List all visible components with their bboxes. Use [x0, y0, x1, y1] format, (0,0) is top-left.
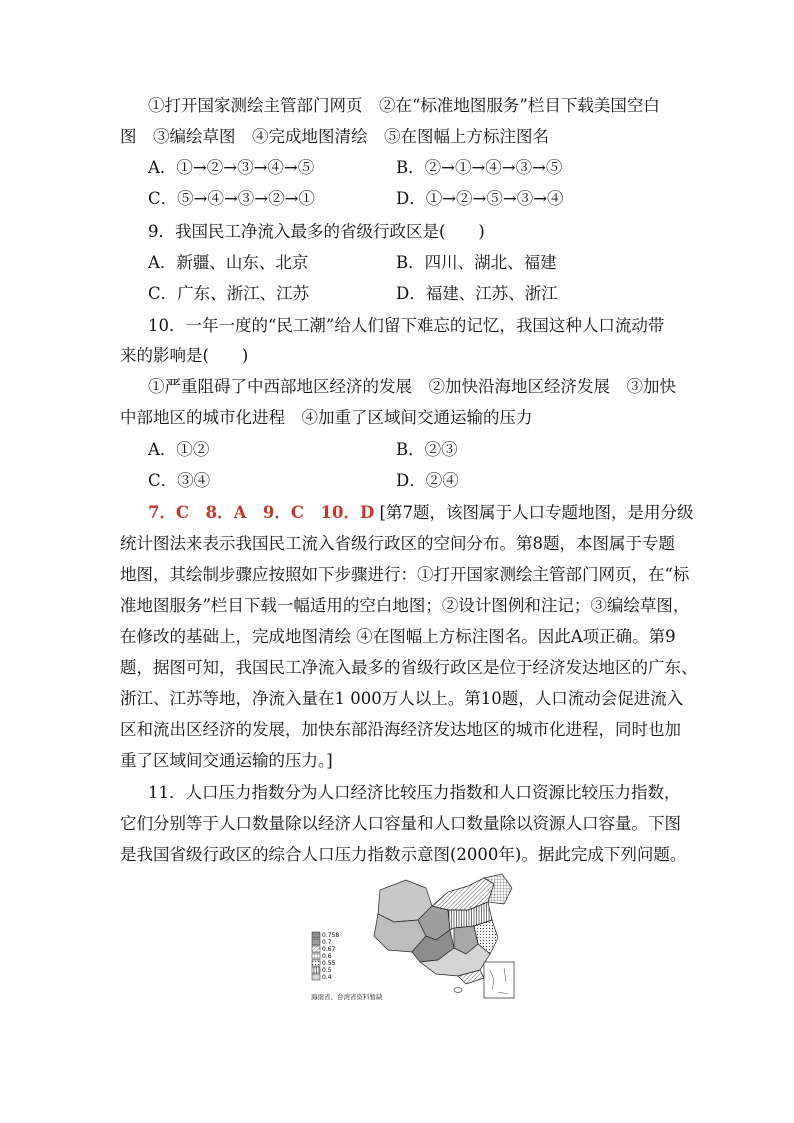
- legend-label-6: 0.5: [322, 967, 332, 974]
- q9-option-c: C．广东、浙江、江苏: [148, 284, 310, 303]
- legend-label-3: 0.67: [322, 946, 336, 953]
- q8-option-b: B．②→①→④→③→⑤: [396, 158, 563, 177]
- answers-line3: 地图，其绘制步骤应按照如下步骤进行：①打开国家测绘主管部门网页，在“标: [120, 565, 690, 584]
- q8-steps-line1: ①打开国家测绘主管部门网页 ②在“标准地图服务”栏目下载美国空白: [148, 96, 660, 115]
- q10-option-a: A．①②: [148, 440, 210, 459]
- q8-option-d: D．①→②→⑤→③→④: [396, 189, 564, 208]
- q11-line2: 它们分别等于人口数量除以经济人口容量和人口数量除以资源人口容量。下图: [120, 814, 681, 833]
- south-china-sea-inset: [484, 962, 514, 998]
- legend-label-4: 0.6: [322, 953, 332, 960]
- answers-line8: 区和流出区经济的发展，加快东部沿海经济发达地区的城市化进程，同时也加: [120, 720, 681, 739]
- legend-label-5: 0.55: [322, 960, 336, 967]
- q10-stem-line1: 10．一年一度的“民工潮”给人们留下难忘的记忆，我国这种人口流动带: [148, 316, 665, 335]
- map-legend: [312, 932, 339, 981]
- legend-label-7: 0.4: [322, 974, 332, 981]
- answer-explanation-start: [第7题，该图属于人口专题地图，是用分级: [379, 503, 694, 522]
- q9-option-d: D．福建、江苏、浙江: [396, 284, 558, 303]
- population-pressure-map: [308, 870, 520, 1002]
- q9-stem: 9．我国民工净流入最多的省级行政区是( ): [148, 222, 485, 241]
- map-note: 海南省、台湾省资料暂缺: [311, 993, 383, 1001]
- q10-items-line1: ①严重阻碍了中西部地区经济的发展 ②加快沿海地区经济发展 ③加快: [148, 377, 676, 396]
- answers-line2: 统计图法来表示我国民工流入省级行政区的空间分布。第8题，本图属于专题: [120, 534, 675, 553]
- answer-key: 7．C 8．A 9．C 10．D: [148, 503, 375, 522]
- answers-line1: [148, 501, 693, 525]
- answers-line6: 题，据图可知，我国民工净流入最多的省级行政区是位于经济发达地区的广东、: [120, 658, 698, 677]
- answers-line9: 重了区域间交通运输的压力。]: [120, 751, 333, 770]
- q10-option-b: B．②③: [396, 440, 458, 459]
- q9-option-b: B．四川、湖北、福建: [396, 253, 557, 272]
- q8-option-a: A．①→②→③→④→⑤: [148, 158, 315, 177]
- q8-steps-line2: 图 ③编绘草图 ④完成地图清绘 ⑤在图幅上方标注图名: [120, 127, 549, 146]
- answers-line5: 在修改的基础上，完成地图清绘 ④在图幅上方标注图名。因此A项正确。第9: [120, 627, 676, 646]
- q11-line3: 是我国省级行政区的综合人口压力指数示意图(2000年)。据此完成下列问题。: [120, 845, 687, 864]
- answers-line7: 浙江、江苏等地，净流入量在1 000万人以上。第10题，人口流动会促进流入: [120, 689, 684, 708]
- q10-items-line2: 中部地区的城市化进程 ④加重了区域间交通运输的压力: [120, 408, 533, 427]
- answers-line4: 准地图服务”栏目下载一幅适用的空白地图；②设计图例和注记；③编绘草图，: [120, 596, 690, 615]
- q10-option-d: D．②④: [396, 471, 459, 490]
- q11-line1: 11．人口压力指数分为人口经济比较压力指数和人口资源比较压力指数，: [148, 783, 681, 802]
- q10-stem-line2: 来的影响是( ): [120, 346, 249, 365]
- map-graphic: [308, 870, 520, 1002]
- q9-option-a: A．新疆、山东、北京: [148, 253, 309, 272]
- legend-label-2: 0.7: [322, 939, 332, 946]
- legend-label-1: 0.758: [322, 932, 340, 939]
- q8-option-c: C．⑤→④→③→②→①: [148, 189, 315, 208]
- q10-option-c: C．③④: [148, 471, 211, 490]
